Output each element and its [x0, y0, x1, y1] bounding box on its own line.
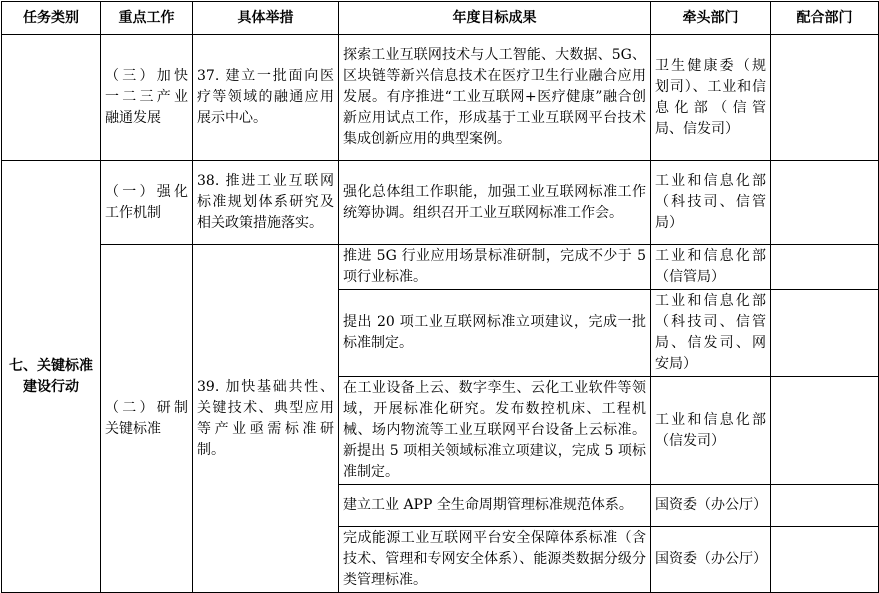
target-cell: 探索工业互联网技术与人工智能、大数据、5G、区块链等新兴信息技术在医疗卫生行业融合应用发展。有序推进“工业互联网+医疗健康”融合创新应用试点工作，形成基于工业互联网平台技术集成创新应用的典型案例。 — [339, 35, 651, 161]
target-cell: 建立工业 APP 全生命周期管理标准规范体系。 — [339, 485, 651, 527]
target-cell: 在工业设备上云、数字孪生、云化工业软件等领域，开展标准化研究。发布数控机床、工程机械、场内物流等工业互联网平台设备上云标准。新提出 5 项相关领域标准立项建议，完成 5 项标准制定。 — [339, 377, 651, 485]
header-coop: 配合部门 — [771, 2, 879, 35]
key-work-cell: （三）加快一二三产业融通发展 — [101, 35, 193, 161]
lead-cell: 国资委（办公厅） — [651, 527, 771, 593]
table-row — [2, 245, 879, 290]
lead-cell: 工业和信息化部（信管局） — [651, 245, 771, 290]
coop-cell — [771, 245, 879, 290]
header-row — [2, 2, 879, 35]
table-row — [2, 161, 879, 245]
target-cell: 完成能源工业互联网平台安全保障体系标准（含技术、管理和专网安全体系）、能源类数据分级分类管理标准。 — [339, 527, 651, 593]
header-targets: 年度目标成果 — [339, 2, 651, 35]
target-cell: 提出 20 项工业互联网标准立项建议，完成一批标准制定。 — [339, 290, 651, 377]
coop-cell — [771, 290, 879, 377]
coop-cell — [771, 35, 879, 161]
category-cell — [2, 35, 101, 161]
lead-cell: 国资委（办公厅） — [651, 485, 771, 527]
key-work-cell: （二）研制关键标准 — [101, 245, 193, 593]
coop-cell — [771, 485, 879, 527]
header-lead: 牵头部门 — [651, 2, 771, 35]
measure-cell: 38. 推进工业互联网标准规划体系研究及相关政策措施落实。 — [193, 161, 339, 245]
target-cell: 强化总体组工作职能，加强工业互联网标准工作统筹协调。组织召开工业互联网标准工作会。 — [339, 161, 651, 245]
measure-cell: 37. 建立一批面向医疗等领域的融通应用展示中心。 — [193, 35, 339, 161]
header-measures: 具体举措 — [193, 2, 339, 35]
coop-cell — [771, 527, 879, 593]
header-category: 任务类别 — [2, 2, 101, 35]
target-cell: 推进 5G 行业应用场景标准研制，完成不少于 5 项行业标准。 — [339, 245, 651, 290]
lead-cell: 工业和信息化部（信发司） — [651, 377, 771, 485]
category-cell: 七、关键标准建设行动 — [2, 161, 101, 593]
coop-cell — [771, 161, 879, 245]
key-work-cell: （一）强化工作机制 — [101, 161, 193, 245]
header-key-work: 重点工作 — [101, 2, 193, 35]
lead-cell: 工业和信息化部（科技司、信管局、信发司、网安局） — [651, 290, 771, 377]
lead-cell: 工业和信息化部（科技司、信管局） — [651, 161, 771, 245]
task-table — [1, 1, 879, 593]
lead-cell: 卫生健康委（规划司）、工业和信息化部（信管局、信发司） — [651, 35, 771, 161]
coop-cell — [771, 377, 879, 485]
table-row — [2, 35, 879, 161]
measure-cell: 39. 加快基础共性、关键技术、典型应用等产业亟需标准研制。 — [193, 245, 339, 593]
